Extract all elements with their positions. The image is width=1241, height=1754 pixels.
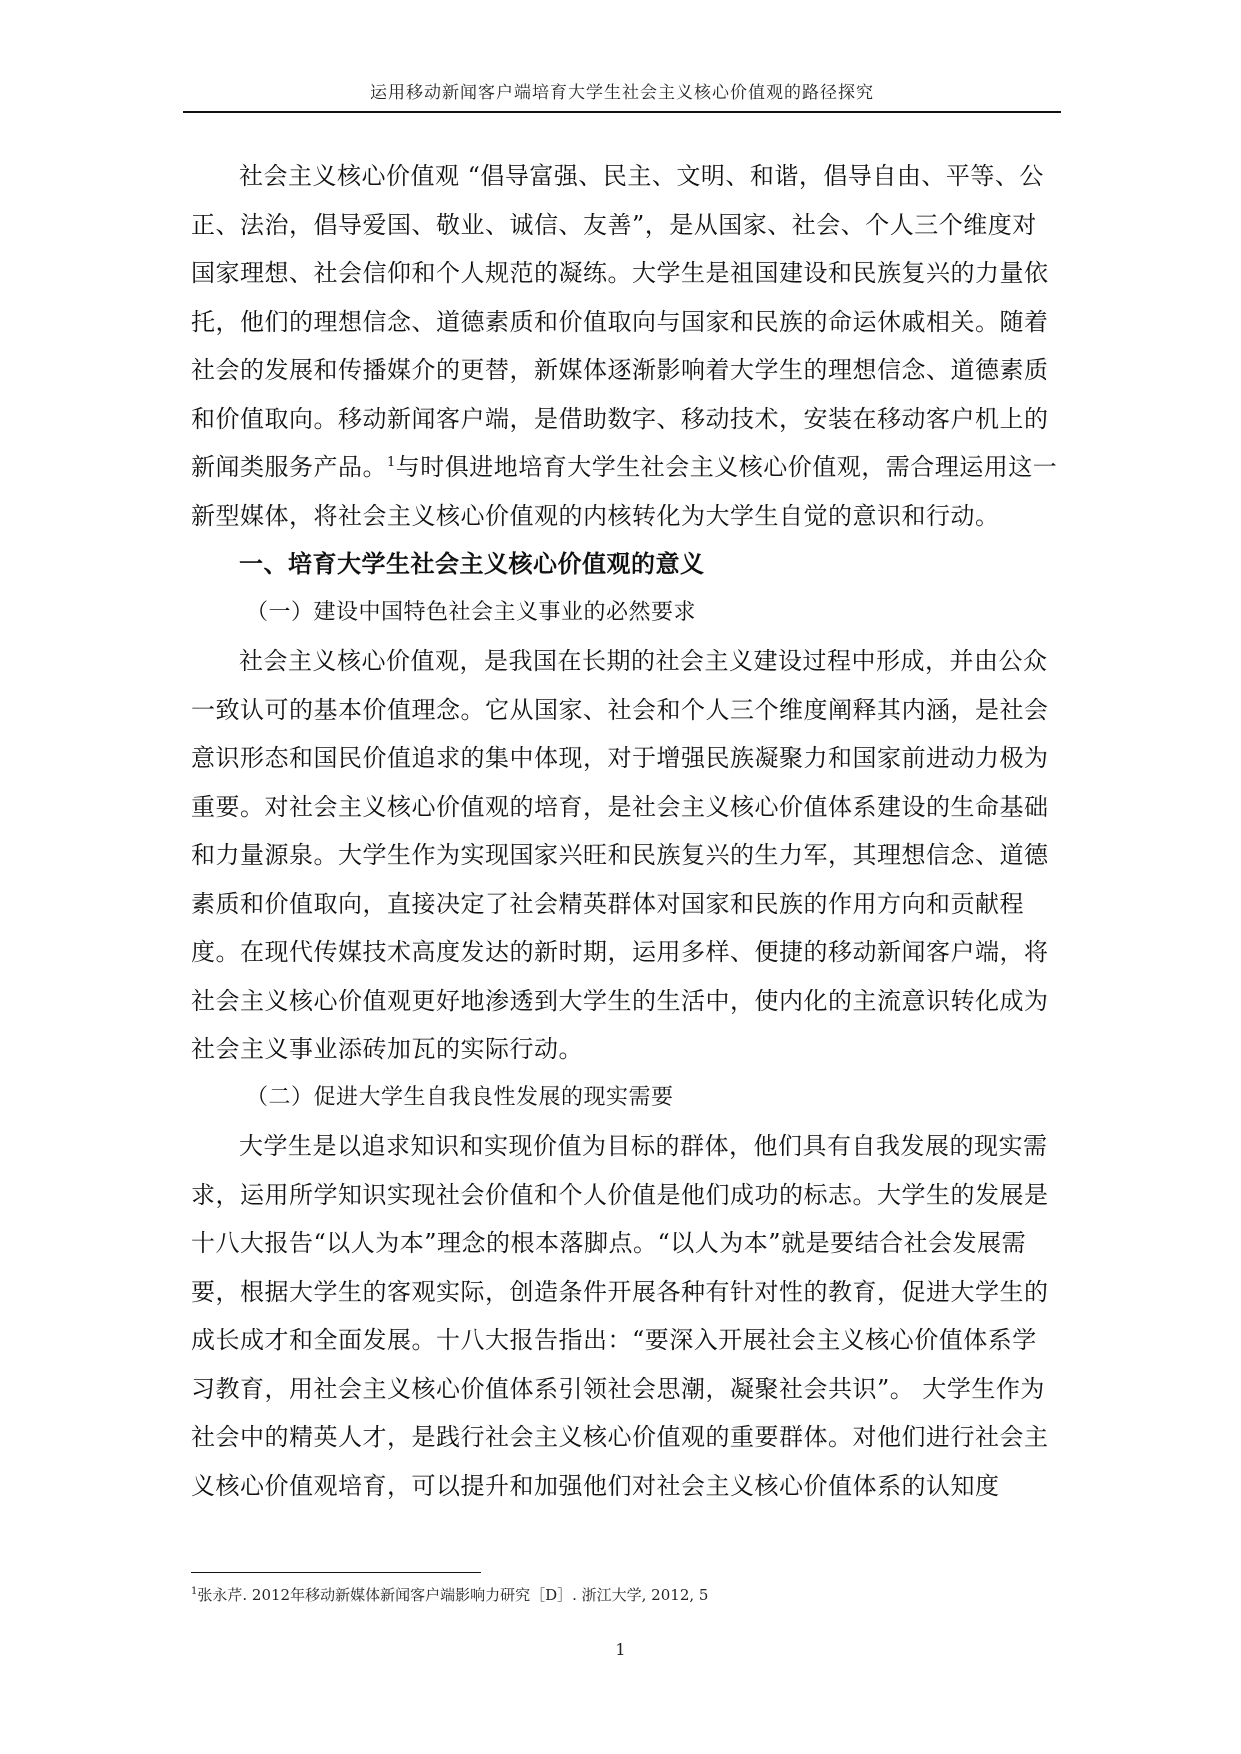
subsection-heading-1: （一）建设中国特色社会主义事业的必然要求 [246, 599, 697, 625]
subsection-1-paragraph: 社会主义核心价值观，是我国在长期的社会主义建设过程中形成，并由公众一致认可的基本价值理念。它从国家、社会和个人三个维度阐释其内涵，是社会意识形态和国民价值追求的集中体现，对于增强民族凝聚力和国家前进动力极为重要。对社会主义核心价值观的培育，是社会主义核心价值体系建设的生命基础和力量源泉。大学生作为实现国家兴旺和民族复兴的生力军，其理想信念、道德素质和价值取向，直接决定了社会精英群体对国家和民族的作用方向和贡献程度。在现代传媒技术高度发达的新时期，运用多样、便捷的移动新闻客户端，将社会主义核心价值观更好地渗透到大学生的生活中，使内化的主流意识转化成为社会主义事业添砖加瓦的实际行动。 [191, 647, 1049, 1063]
intro-text-part2: 与时俱进地培育大学生社会主义核心价值观，需合理运用这一新型媒体，将社会主义核心价值观的内核转化为大学生自觉的意识和行动。 [191, 453, 1058, 530]
footnote-reference[interactable]: 1 [387, 455, 396, 470]
subsection-2-paragraph: 大学生是以追求知识和实现价值为目标的群体，他们具有自我发展的现实需求，运用所学知识实现社会价值和个人价值是他们成功的标志。大学生的发展是十八大报告“以人为本”理念的根本落脚点。“以人为本”就是要结合社会发展需要，根据大学生的客观实际，创造条件开展各种有针对性的教育，促进大学生的成长成才和全面发展。十八大报告指出：“要深入开展社会主义核心价值体系学习教育，用社会主义核心价值体系引领社会思潮，凝聚社会共识”。 大学生作为社会中的精英人才，是践行社会主义核心价值观的重要群体。对他们进行社会主义核心价值观培育，可以提升和加强他们对社会主义核心价值体系的认知度 [191, 1132, 1049, 1500]
subsection-heading-2: （二）促进大学生自我良性发展的现实需要 [246, 1084, 674, 1110]
page-number: 1 [615, 1640, 626, 1659]
footnote-mark: 1 [191, 1586, 198, 1597]
document-body [191, 152, 1061, 1510]
running-header: 运用移动新闻客户端培育大学生社会主义核心价值观的路径探究 [370, 83, 874, 103]
footnote-text: 张永芹. 2012年移动新媒体新闻客户端影响力研究［D］. 浙江大学, 2012, 5 [197, 1586, 709, 1604]
footnote-rule [191, 1572, 481, 1573]
intro-paragraph [191, 152, 1061, 540]
header-rule [183, 111, 1061, 113]
section-heading-1: 一、培育大学生社会主义核心价值观的意义 [239, 549, 705, 578]
footnote [191, 1584, 708, 1605]
intro-text-part1: 社会主义核心价值观 “倡导富强、民主、文明、和谐，倡导自由、平等、公正、法治，倡导爱国、敬业、诚信、友善”，是从国家、社会、个人三个维度对国家理想、社会信仰和个人规范的凝练。大学生是祖国建设和民族复兴的力量依托，他们的理想信念、道德素质和价值取向与国家和民族的命运休戚相关。随着社会的发展和传播媒介的更替，新媒体逐渐影响着大学生的理想信念、道德素质和价值取向。移动新闻客户端，是借助数字、移动技术，安装在移动客户机上的新闻类服务产品。 [191, 162, 1049, 481]
